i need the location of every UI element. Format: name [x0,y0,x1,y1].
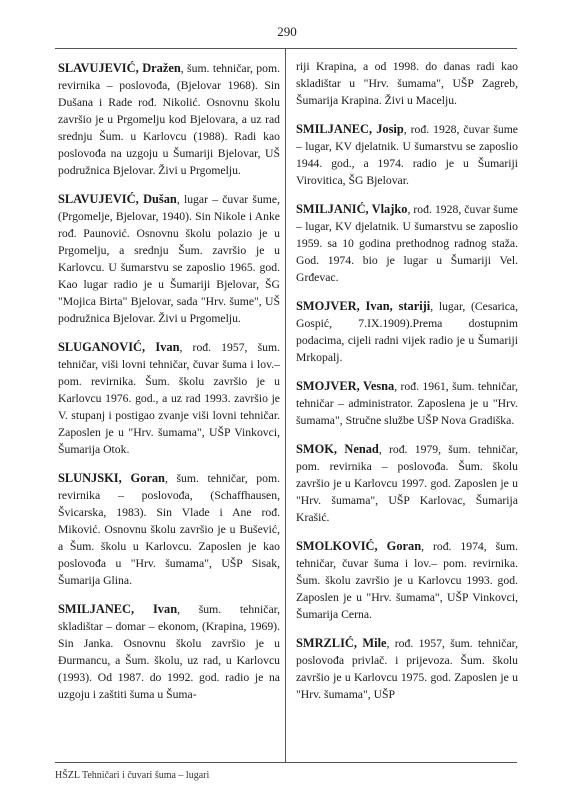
entry [58,601,280,703]
entry [296,378,518,429]
entry-name: SMILJANIĆ, Vlajko [296,202,408,216]
entry-text: , šum. tehničar, pom. revirnika – poslovođa, (Schaffhausen, Švicarska, 1983). Sin Vlade i Ane rođ. Miković. Osnovnu školu završio je u Bušević, a Šum. školu u Karlovcu. Zaposlen je kao poslovođa u "Hrv. šumama", UŠP Sisak, Šumarija Glina. [58,472,280,587]
entry-name: SMOK, Nenad [296,442,379,456]
entry-text: , lugar – čuvar šume, (Prgomelje, Bjelovar, 1940). Sin Nikole i Anke rođ. Paunović. Osnovnu školu polazio je u Prgomelju, a srednju Šum. završio je u Karlovcu. U šumarstvu se zaposlio 1965. god. Kao lugar radio je u Šumariji Bjelovar, ŠG "Mojica Birta" Bjelovar, sada "Hrv. šume", UŠ podružnica Bjelovar. Živi u Prgomelju. [58,193,281,325]
entry-name: SLAVUJEVIĆ, Dražen [58,61,181,75]
entry-name: SMOJVER, Vesna [296,379,395,393]
column-divider [285,48,286,762]
entry-text: , šum. tehničar, skladištar – domar – ekonom, (Krapina, 1969). Sin Janka. Osnovnu školu završio je u Đurmancu, a Šum. školu, uz rad, u Karlovcu (1993). Od 1987. do 1992. god. radio je na uzgoju i zaštiti šuma u Šuma- [58,603,280,701]
page-footer: HŠZL Tehničari i čuvari šuma – lugari [55,770,210,781]
entry-name: SMOJVER, Ivan, stariji [296,299,431,313]
entry-name: SMILJANEC, Josip [296,122,404,136]
entry-name: SLUGANOVIĆ, Ivan [58,340,180,354]
entry-name: SMOLKOVIĆ, Goran [296,539,422,553]
entry [58,191,280,327]
entry-name: SMRZLIĆ, Mile [296,636,387,650]
entry [58,470,280,589]
entry-text: , šum. tehničar, pom. revirnika – poslovođa, (Bjelovar 1968). Sin Dušana i Rade rođ. Nikolić. Osnovnu školu završio je u Prgomelju kod Bjelovara, a uz rad srednju Šum. u Karlovcu (1988). Radi kao poslovođa na uzgoju u Šumariji Bjelovar, UŠ podružnica Bjelovar. Živi u Prgomelju. [58,62,280,177]
top-rule [55,48,517,49]
entry-text: , rođ. 1928, čuvar šume – lugar, KV djelatnik. U šumarstvu se zaposlio 1944. god., a 1974. radio je u Šumariji Virovitica, ŠG Bjelovar. [296,123,518,187]
entry-text: , rođ. 1974, šum. tehničar, čuvar šuma i lov.– pom. revirnika. Šum. školu završio je u Karlovcu 1993. god. Zaposlen je u "Hrv. šumama", UŠP Vinkovci, Šumarija Cerna. [296,540,518,621]
entry-text: , lugar, (Cesarica, Gospić, 7.IX.1909).Prema dostupnim podacima, cijeli radni vijek radio je u Šumariji Mrkopalj. [296,300,519,364]
entry-name: SLUNJSKI, Goran [58,471,165,485]
entry [296,441,518,526]
entry [296,635,518,703]
entry-text: , rođ. 1957, šum. tehničar, poslovođa privlač. i prijevoza. Šum. školu završio je u Karlovcu 1975. god. Zaposlen je u "Hrv. šumama", UŠP [296,637,519,701]
page-number: 290 [277,24,297,39]
entry [58,339,280,458]
bottom-rule [55,762,517,763]
entry [296,201,518,286]
entry [58,60,280,179]
entry-name: SMILJANEC, Ivan [58,602,178,616]
right-column [296,58,518,715]
entry-text: , rođ. 1928, čuvar šume – lugar, KV djelatnik. U šumarstvu se zaposlio 1959. sa 10 godina prethodnog radnog staža. God. 1974. bio je lugar u Šumariji Vel. Grđevac. [296,203,518,284]
entry [296,121,518,189]
entry [296,538,518,623]
entry [296,298,518,366]
left-column [58,60,280,715]
entry-text: , rođ. 1957, šum. tehničar, viši lovni tehničar, čuvar šuma i lov.– pom. revirnika. Šum. školu završio je u Karlovcu 1976. god., a uz rad 1993. završio je V. stupanj i postigao zvanje viši lovni tehničar. Zaposlen je u "Hrv. šumama", UŠP Vinkovci, Šumarija Otok. [58,341,280,456]
entry-continuation: riji Krapina, a od 1998. do danas radi kao skladištar u "Hrv. šumama", UŠP Zagreb, Šumarija Krapina. Živi u Macelju. [296,60,518,107]
entry-text: , rođ. 1961, šum. tehničar, tehničar – administrator. Zaposlena je u "Hrv. šumama", Stručne službe UŠP Nova Gradiška. [296,380,518,427]
entry-text: , rođ. 1979, šum. tehničar, pom. revirnika – poslovođa. Šum. školu završio je u Karlovcu 1997. god. Zaposlen je u "Hrv. šumama", UŠP Karlovac, Šumarija Krašić. [296,443,519,524]
entry-name: SLAVUJEVIĆ, Dušan [58,192,177,206]
